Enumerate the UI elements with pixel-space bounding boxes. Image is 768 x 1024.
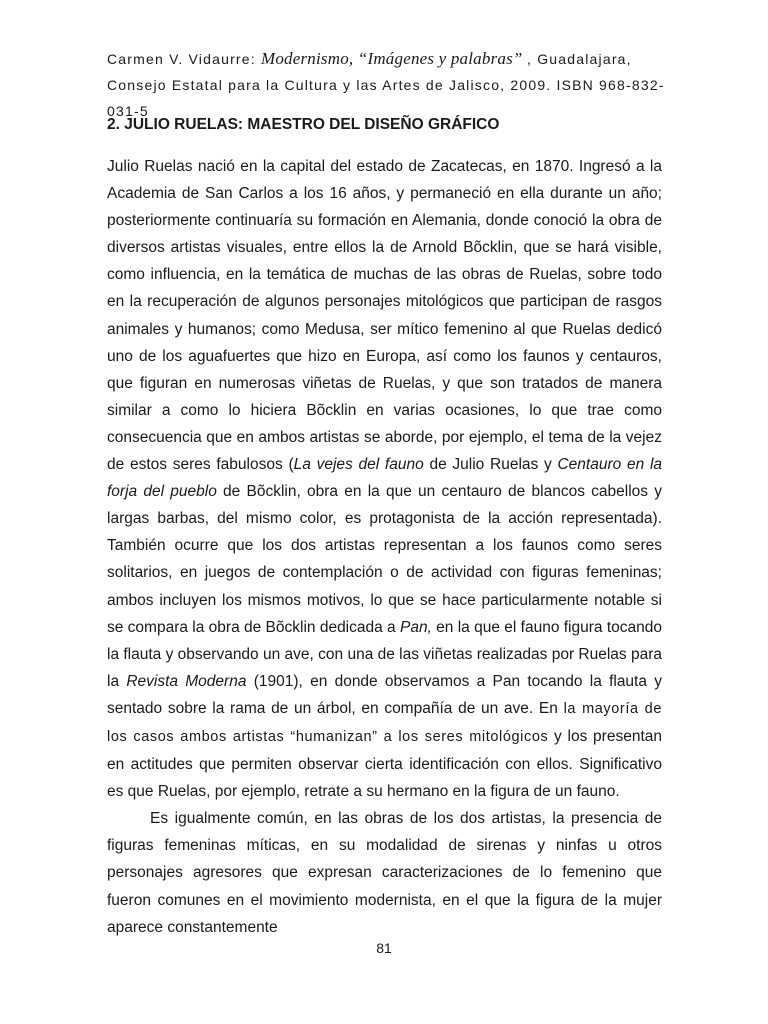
citation-author: Carmen V. Vidaurre: — [107, 51, 261, 67]
section-heading: 2. JULIO RUELAS: MAESTRO DEL DISEÑO GRÁFICO — [107, 116, 500, 133]
p1-text-b: de Julio Ruelas y — [423, 456, 558, 474]
p1-text-a: Julio Ruelas nació en la capital del estado de Zacatecas, en 1870. Ingresó a la Academia de San Carlos a los 16 años, y permaneció en ella durante un año; posteriormente continuaría su formación en Alemania, donde conoció la obra de diversos artistas visuales, entre ellos la de Arnold Bõcklin, que se hará visible, como influencia, en la temática de muchas de las obras de Ruelas, sobre todo en la recuperación de algunos personajes mitológicos que participan de rasgos animales y humanos; como Medusa, ser mítico femenino al que Ruelas dedicó uno de los aguafuertes que hizo en Europa, así como los faunos y centauros, que figuran en numerosas viñetas de Ruelas, y que son tratados de manera similar a como lo hiciera Bõcklin en varias ocasiones, lo que trae como consecuencia que en ambos artistas se aborde, por ejemplo, el tema de la vejez de estos seres fabulosos ( — [107, 158, 662, 474]
citation-publication: , Guadalajara, Consejo Estatal para la Cultura y las Artes de Jalisco, 2009. ISBN 968-832-031-5 — [107, 51, 665, 119]
p1-text-spaced: la mayoría de los casos ambos artistas “humanizan” a los seres mitológicos — [107, 700, 662, 745]
work-title-vejes-del-fauno: La vejes del fauno — [293, 456, 424, 474]
work-title-pan: Pan, — [399, 618, 432, 636]
work-title-centauro: Centauro en la forja del pueblo — [107, 456, 663, 501]
paragraph-2: Es igualmente común, en las obras de los dos artistas, la presencia de figuras femeninas míticas, en su modalidad de sirenas y ninfas u otros personajes agresores que expresan caracterizaciones de lo femenino que fueron comunes en el movimiento modernista, en el que la figura de la mujer aparece constantemente — [107, 810, 662, 936]
p1-text-e: (1901), en donde observamos a Pan tocando la flauta y sentado sobre la rama de un árbol, en compañía de un ave. En — [107, 672, 662, 717]
work-title-revista-moderna: Revista Moderna — [126, 672, 247, 690]
body-text — [107, 153, 662, 941]
citation-title: Modernismo, “Imágenes y palabras” — [260, 49, 528, 68]
p1-text-g: y los presentan en actitudes que permiten observar cierta identificación con ellos. Significativo es que Ruelas, por ejemplo, retrate a su hermano en la figura de un fauno. — [107, 727, 662, 801]
p1-text-c: de Bõcklin, obra en la que un centauro de blancos cabellos y largas barbas, del mismo color, es protagonista de la acción representada). También ocurre que los dos artistas representan a los faunos como seres solitarios, en juegos de contemplación o de actividad con figuras femeninas; ambos incluyen los mismos motivos, lo que se hace particularmente notable si se compara la obra de Bõcklin dedicada a — [107, 483, 662, 636]
p1-text-d: en la que el fauno figura tocando la flauta y observando un ave, con una de las viñetas realizadas por Ruelas para la — [107, 618, 662, 690]
paragraph-1 — [107, 153, 662, 805]
page-number: 81 — [376, 940, 392, 956]
